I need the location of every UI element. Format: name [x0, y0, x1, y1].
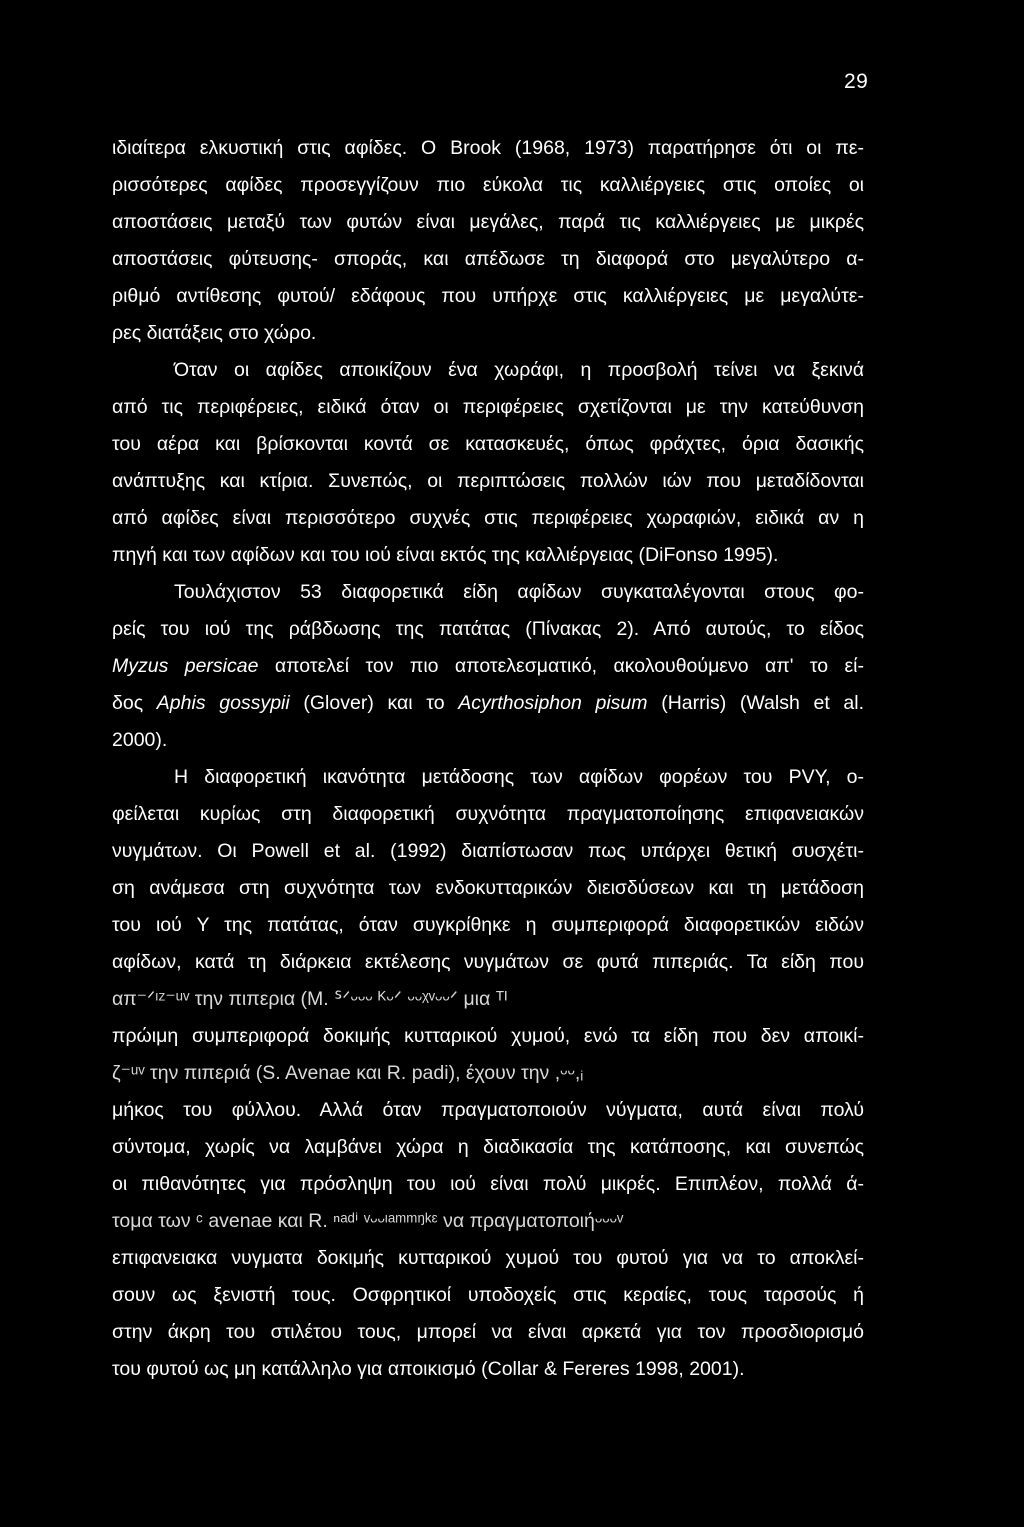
text-line: ανάπτυξης και κτίρια. Συνεπώς, οι περιπτώσεις πολλών ιών που μεταδίδονται — [112, 470, 864, 492]
text-line: 2000). — [112, 729, 168, 751]
text-line: σουν ως ξενιστή τους. Οσφρητικοί υποδοχείς στις κεραίες, τους ταρσούς ή — [112, 1284, 864, 1306]
text-line — [112, 685, 864, 722]
text-line: ριθμό αντίθεσης φυτού/ εδάφους που υπήρχε στις καλλιέργειες με μεγαλύτε- — [112, 285, 864, 307]
text-line: φείλεται κυρίως στη διαφορετική συχνότητα πραγματοποίησης επιφανειακών — [112, 803, 864, 825]
species-acyrthosiphon: Acyrthosiphon pisum — [458, 692, 648, 714]
text-line: ρες διατάξεις στο χώρο. — [112, 322, 317, 344]
page-number: 29 — [844, 70, 869, 93]
text-line: απ⁻ᐟᶦᶻ⁻ᵘᵛ την πιπερια (M. ᔆᐟᵕᵕᵕ ᴷᵕᐟ ᵕᵕᵡᵛᵕᵕᐟ μια ᵀᴵ — [112, 988, 508, 1010]
text-line: νυγμάτων. Οι Powell et al. (1992) διαπίστωσαν πως υπάρχει θετική συσχέτι- — [112, 840, 864, 862]
text-line: μήκος του φύλλου. Αλλά όταν πραγματοποιούν νύγματα, αυτά είναι πολύ — [112, 1099, 864, 1121]
species-myzus: Myzus persicae — [112, 655, 259, 677]
text-line: αφίδων, κατά τη διάρκεια εκτέλεσης νυγμάτων σε φυτά πιπεριάς. Τα είδη που — [112, 951, 864, 973]
text-line: σύντομα, χωρίς να λαμβάνει χώρα η διαδικασία της κατάποσης, και συνεπώς — [112, 1136, 864, 1158]
text-line: ση ανάμεσα στη συχνότητα των ενδοκυτταρικών διεισδύσεων και τη μετάδοση — [112, 877, 864, 899]
species-aphis: Aphis gossypii — [156, 692, 290, 714]
text-line: τομα των ᶜ avenae και R. ⁿᵃᵈⁱ ᵛᵕᵕᶦᵃᵐᵐᵑᵏᵋ να πραγματοποιήᵕᵕᵕᵛ — [112, 1210, 624, 1232]
text-line: του αέρα και βρίσκονται κοντά σε κατασκευές, όπως φράχτες, όρια δασικής — [112, 433, 864, 455]
text-fragment: (Glover) και το — [303, 692, 445, 714]
text-line: πηγή και των αφίδων και του ιού είναι εκτός της καλλιέργειας (DiFonso 1995). — [112, 544, 779, 566]
text-line: αποστάσεις φύτευσης- σποράς, και απέδωσε τη διαφορά στο μεγαλύτερο α- — [112, 248, 864, 270]
text-line: Η διαφορετική ικανότητα μετάδοσης των αφίδων φορέων του PVY, ο- — [174, 766, 864, 788]
text-line: ζ⁻ᵘᵛ την πιπεριά (S. Avenae και R. padi), έχουν την ,ᵕᵕ,ᵢ — [112, 1062, 584, 1084]
text-line: επιφανειακα νυγματα δοκιμής κυτταρικού χυμού του φυτού για να το αποκλεί- — [112, 1247, 864, 1269]
text-line: Τουλάχιστον 53 διαφορετικά είδη αφίδων συγκαταλέγονται στους φο- — [174, 581, 864, 603]
text-line: ιδιαίτερα ελκυστική στις αφίδες. Ο Brook (1968, 1973) παρατήρησε ότι οι πε- — [112, 137, 864, 159]
text-line: του ιού Υ της πατάτας, όταν συγκρίθηκε η συμπεριφορά διαφορετικών ειδών — [112, 914, 864, 936]
text-line: από αφίδες είναι περισσότερο συχνές στις περιφέρειες χωραφιών, ειδικά αν η — [112, 507, 864, 529]
text-line: Όταν οι αφίδες αποικίζουν ένα χωράφι, η προσβολή τείνει να ξεκινά — [174, 359, 864, 381]
text-line — [112, 648, 864, 685]
text-line: πρώιμη συμπεριφορά δοκιμής κυτταρικού χυμού, ενώ τα είδη που δεν αποικί- — [112, 1025, 864, 1047]
text-line: αποστάσεις μεταξύ των φυτών είναι μεγάλες, παρά τις καλλιέργειες με μικρές — [112, 211, 864, 233]
text-fragment: δος — [112, 692, 144, 714]
text-line: ρείς του ιού της ράβδωσης της πατάτας (Πίνακας 2). Από αυτούς, το είδος — [112, 618, 864, 640]
text-line: του φυτού ως μη κατάλληλο για αποικισμό (Collar & Fereres 1998, 2001). — [112, 1358, 745, 1380]
text-body — [112, 130, 864, 1388]
text-line: ρισσότερες αφίδες προσεγγίζουν πιο εύκολα τις καλλιέργειες στις οποίες οι — [112, 174, 864, 196]
text-line: στην άκρη του στιλέτου τους, μπορεί να είναι αρκετά για τον προσδιορισμό — [112, 1321, 864, 1343]
text-line: από τις περιφέρειες, ειδικά όταν οι περιφέρειες σχετίζονται με την κατεύθυνση — [112, 396, 864, 418]
text-fragment: (Harris) (Walsh et al. — [661, 692, 865, 714]
text-fragment: αποτελεί τον πιο αποτελεσματικό, ακολουθούμενο απ' το εί- — [274, 655, 865, 677]
text-line: οι πιθανότητες για πρόσληψη του ιού είναι πολύ μικρές. Επιπλέον, πολλά ά- — [112, 1173, 864, 1195]
